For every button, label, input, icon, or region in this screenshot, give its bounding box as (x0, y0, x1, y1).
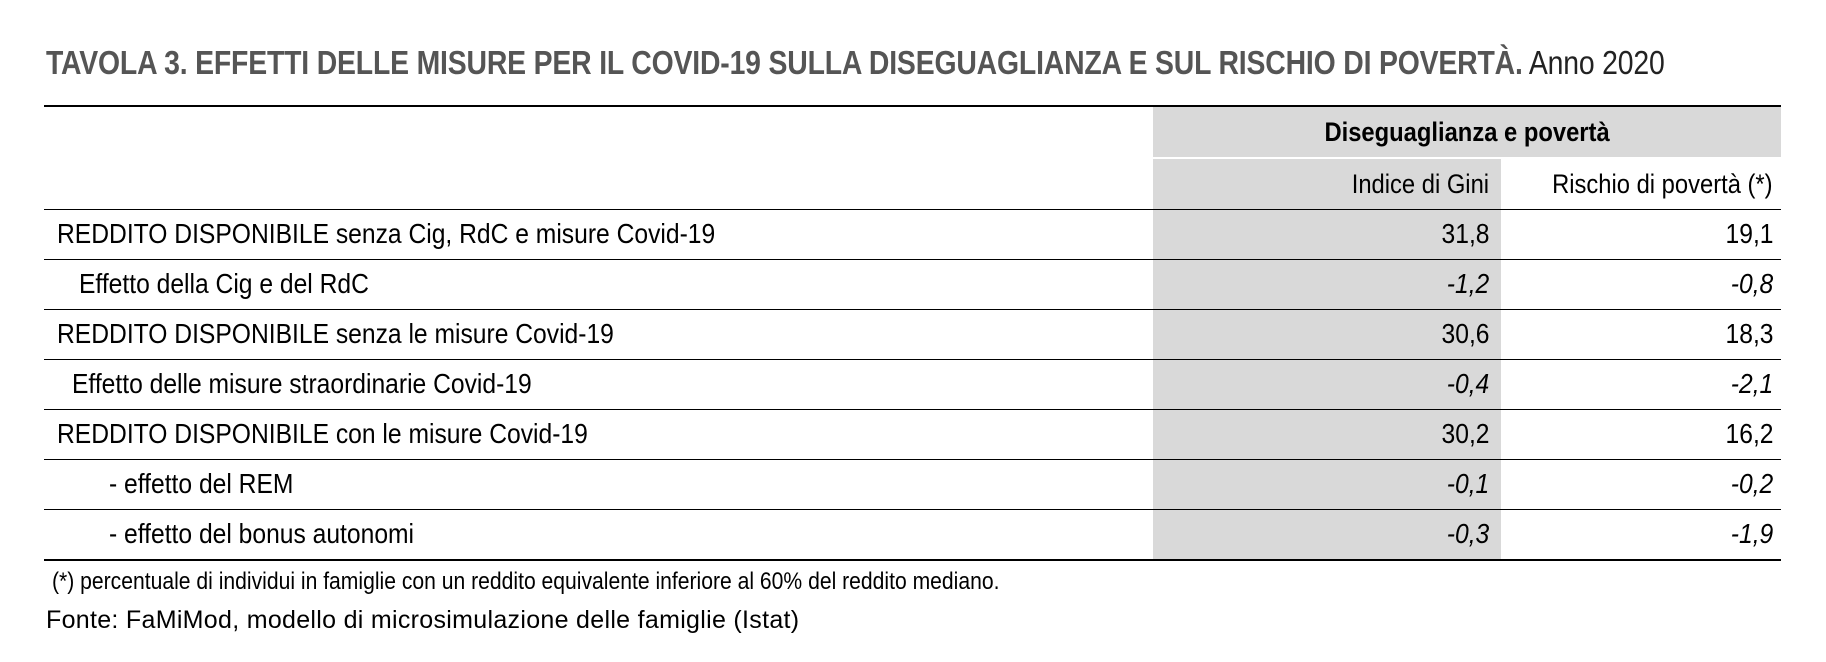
cell-poverty: 18,3 (1725, 318, 1773, 349)
cell-gini: 30,2 (1441, 418, 1489, 449)
table-bottom-rule (44, 559, 1781, 561)
cell-poverty: -0,8 (1730, 268, 1773, 299)
cell-poverty: -0,2 (1730, 468, 1773, 499)
cell-gini: 30,6 (1441, 318, 1489, 349)
table-row (44, 409, 1781, 459)
row-label: - effetto del REM (109, 468, 294, 499)
column-header-gini-label: Indice di Gini (1351, 168, 1489, 199)
cell-poverty: 16,2 (1725, 418, 1773, 449)
row-label: REDDITO DISPONIBILE senza Cig, RdC e misure Covid-19 (57, 218, 716, 249)
table-title (46, 44, 1665, 82)
table-row (44, 509, 1781, 559)
group-header-label: Diseguaglianza e povertà (1324, 116, 1610, 147)
cell-gini: -1,2 (1446, 268, 1489, 299)
source-line: Fonte: FaMiMod, modello di microsimulazione delle famiglie (Istat) (46, 606, 800, 634)
table-row (44, 259, 1781, 309)
row-label: REDDITO DISPONIBILE con le misure Covid-19 (57, 418, 588, 449)
row-label: - effetto del bonus autonomi (109, 518, 415, 549)
cell-gini: -0,3 (1446, 518, 1489, 549)
table-title-year: Anno 2020 (1522, 44, 1665, 81)
cell-gini: -0,1 (1446, 468, 1489, 499)
cell-poverty: -1,9 (1730, 518, 1773, 549)
row-label: REDDITO DISPONIBILE senza le misure Covid-19 (57, 318, 614, 349)
table-row (44, 459, 1781, 509)
table-row (44, 309, 1781, 359)
group-header (1153, 107, 1781, 157)
cell-poverty: -2,1 (1730, 368, 1773, 399)
column-header-poverty (1501, 159, 1773, 209)
table-row (44, 359, 1781, 409)
footnote: (*) percentuale di individui in famiglie con un reddito equivalente inferiore al 60% del reddito mediano. (52, 568, 1000, 595)
cell-gini: -0,4 (1446, 368, 1489, 399)
cell-poverty: 19,1 (1725, 218, 1773, 249)
row-label: Effetto delle misure straordinarie Covid-19 (72, 368, 532, 399)
column-header-poverty-label: Rischio di povertà (*) (1552, 168, 1773, 199)
table-title-main: TAVOLA 3. EFFETTI DELLE MISURE PER IL COVID-19 SULLA DISEGUAGLIANZA E SUL RISCHIO DI POVERTÀ. (46, 44, 1523, 81)
cell-gini: 31,8 (1441, 218, 1489, 249)
table-row (44, 209, 1781, 259)
column-header-gini (1153, 159, 1489, 209)
row-label: Effetto della Cig e del RdC (79, 268, 369, 299)
